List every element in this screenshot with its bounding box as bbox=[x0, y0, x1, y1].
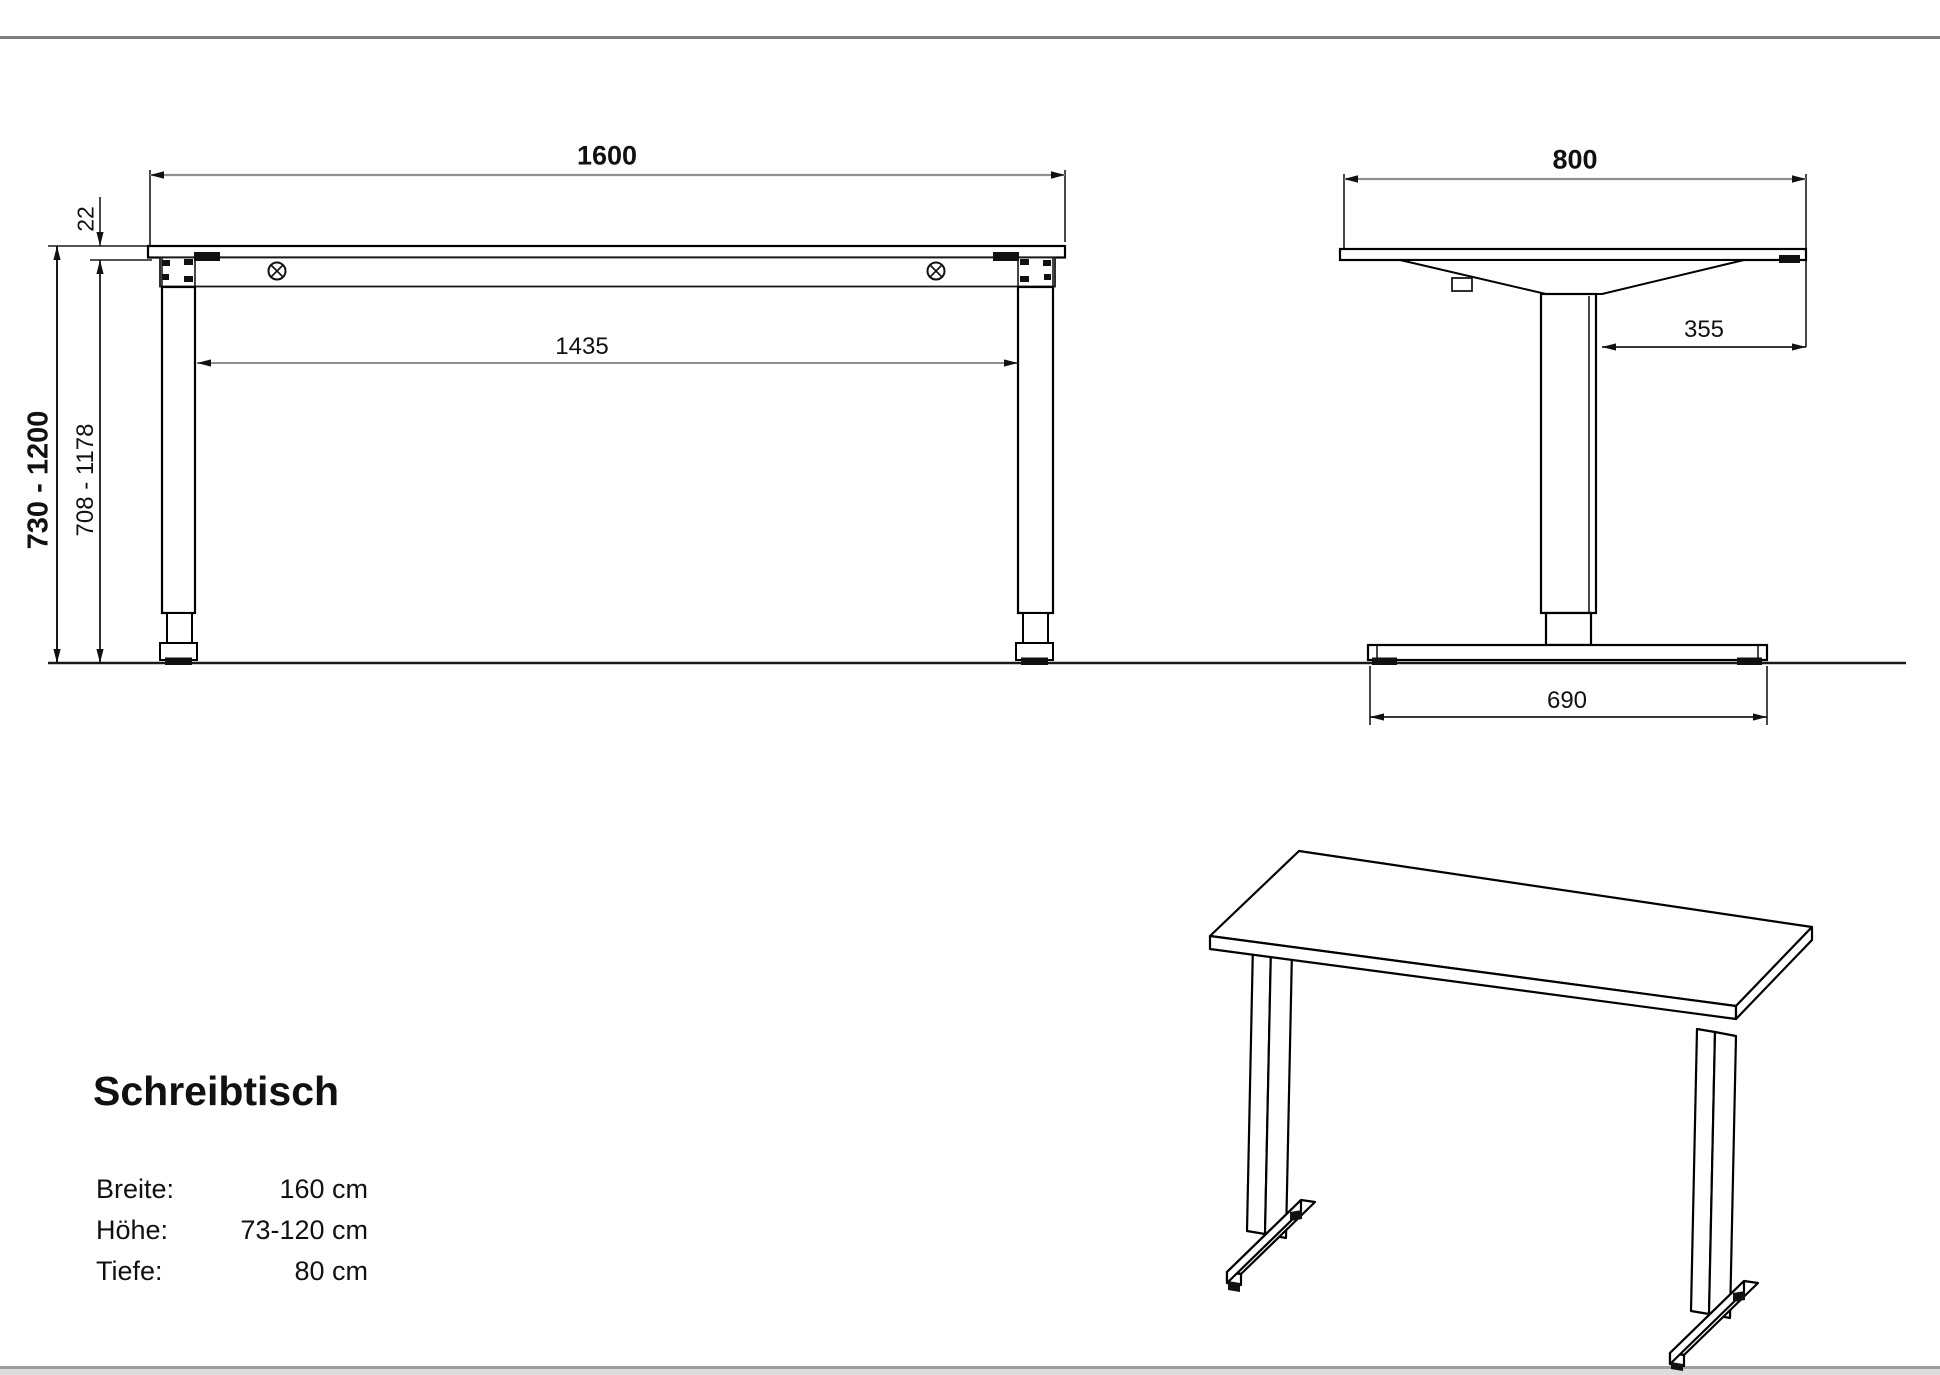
edge-fitting bbox=[1779, 255, 1800, 263]
spec-value-hoehe: 73-120 cm bbox=[240, 1215, 368, 1245]
dim-label-foot-690: 690 bbox=[1546, 687, 1588, 714]
bracket-clip bbox=[1452, 278, 1472, 291]
spec-label-breite: Breite: bbox=[96, 1174, 175, 1204]
side-view bbox=[1340, 174, 1806, 725]
spec-value-breite: 160 cm bbox=[279, 1174, 368, 1204]
clamp-detail bbox=[194, 252, 220, 261]
dim-label-depth-800: 800 bbox=[1552, 144, 1598, 175]
spec-row-tiefe bbox=[96, 1256, 368, 1297]
front-view bbox=[48, 170, 1065, 665]
dim-label-height-730-1200: 730 - 1200 bbox=[22, 410, 55, 550]
dim-label-overhang-355: 355 bbox=[1683, 316, 1725, 343]
dim-label-thickness-22: 22 bbox=[72, 206, 99, 232]
front-tabletop bbox=[148, 246, 1065, 258]
spec-value-tiefe: 80 cm bbox=[294, 1256, 368, 1286]
front-right-leg bbox=[1016, 287, 1053, 665]
front-left-leg bbox=[160, 287, 197, 665]
dim-label-inner-1435: 1435 bbox=[555, 333, 609, 360]
side-tabletop bbox=[1340, 249, 1806, 260]
clamp-detail bbox=[993, 252, 1019, 261]
screw-icon bbox=[928, 263, 945, 280]
perspective-view bbox=[1210, 851, 1812, 1371]
side-foot bbox=[1368, 645, 1767, 660]
product-specs bbox=[96, 1174, 368, 1297]
screw-icon bbox=[269, 263, 286, 280]
spec-label-tiefe: Tiefe: bbox=[96, 1256, 163, 1286]
spec-row-hoehe bbox=[96, 1215, 368, 1256]
side-column-upper bbox=[1541, 294, 1596, 613]
front-rail bbox=[160, 258, 1055, 287]
dim-label-legheight-708-1178: 708 - 1178 bbox=[72, 423, 99, 537]
spec-label-hoehe: Höhe: bbox=[96, 1215, 169, 1245]
dim-label-width-1600: 1600 bbox=[576, 140, 638, 171]
spec-row-breite bbox=[96, 1174, 368, 1215]
side-column-lower bbox=[1546, 613, 1591, 645]
product-title: Schreibtisch bbox=[93, 1068, 340, 1114]
